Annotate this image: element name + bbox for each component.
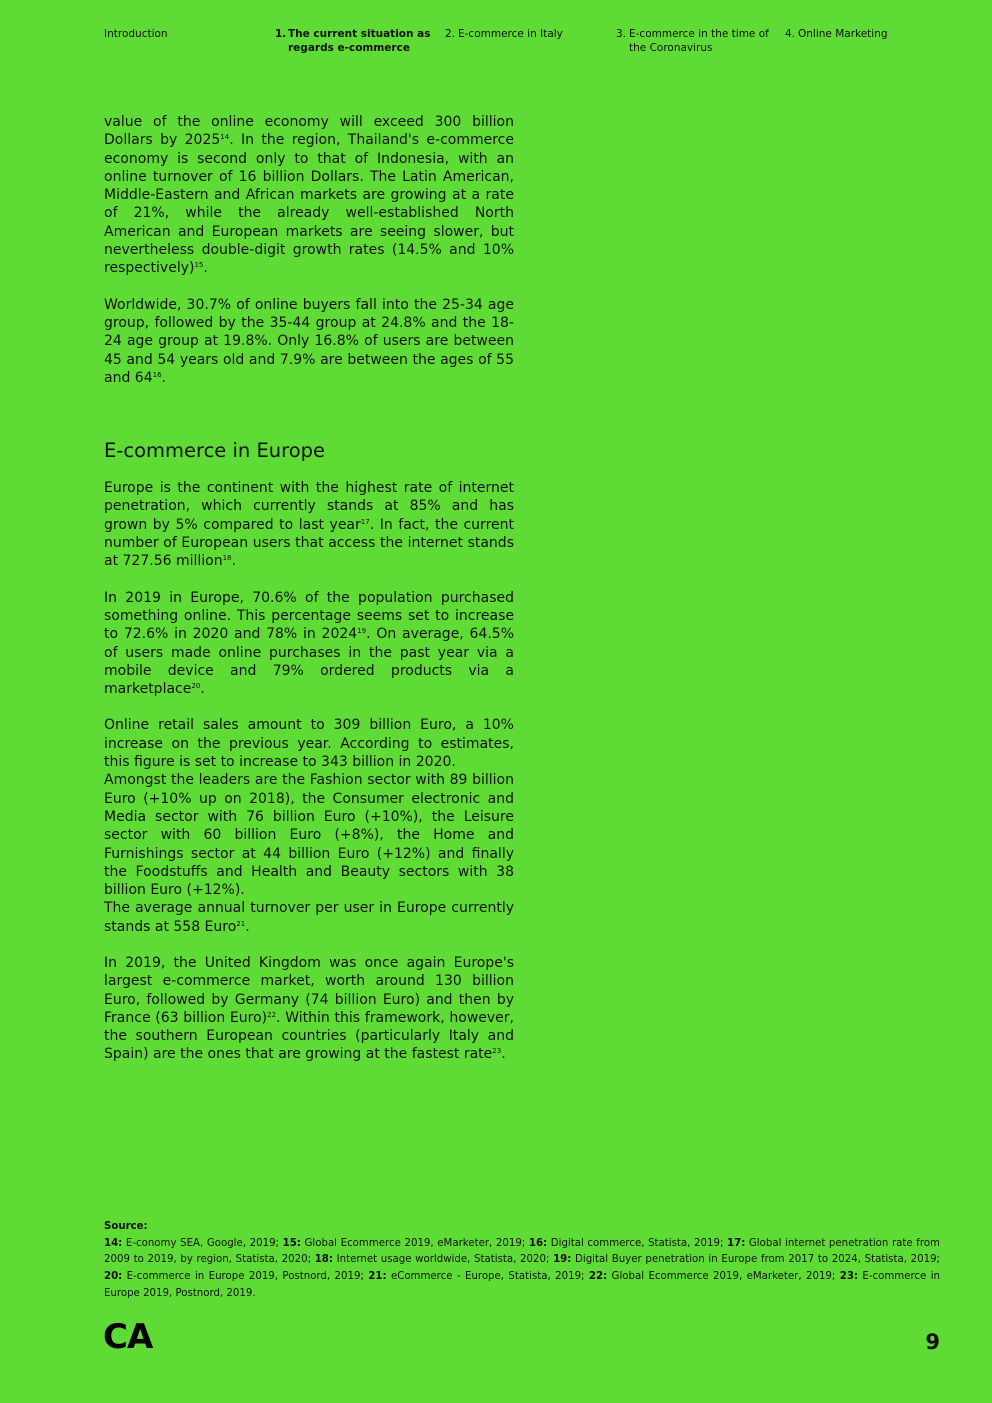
source-entry bbox=[104, 1271, 368, 1282]
footnote-ref[interactable]: 14 bbox=[220, 133, 230, 142]
main-content bbox=[104, 113, 514, 1082]
source-text: Global internet penetration rate from 2009 to 2019, by region, Statista, 2020; bbox=[104, 1237, 940, 1266]
section-heading: E-commerce in Europe bbox=[104, 439, 326, 463]
source-entry bbox=[553, 1254, 940, 1265]
paragraph: Amongst the leaders are the Fashion sector with 89 billion Euro (+10% up on 2018), the Consumer electronic and Media sector with 76 billion Euro (+10%), the Leisure sector with 60 billion Euro (+8%), the Home and Furnishings sector at 44 billion Euro (+12%) and finally the Foodstuffs and Health and Beauty sectors with 38 billion Euro (+12%). bbox=[104, 772, 514, 899]
paragraph-text: . On average, 64.5% of users made online purchases in the past year via a mobile device and 79% ordered products via a marketplace bbox=[104, 626, 515, 698]
paragraph-text: . Within this framework, however, the southern European countries (particularly Italy and Spain) are the ones that are growing at the fastest rate bbox=[104, 1009, 514, 1063]
nav-item-number: 3. bbox=[616, 28, 627, 40]
nav-item-ecommerce-italy[interactable] bbox=[445, 27, 563, 41]
source-entry bbox=[283, 1238, 529, 1249]
paragraph-text: In 2019, the United Kingdom was once again Europe's largest e-commerce market, worth around 130 billion Euro, followed by Germany (74 billion Euro) and then by France (63 billion Euro) bbox=[104, 954, 514, 1026]
source-text: E-commerce in Europe 2019, Postnord, 2019. bbox=[104, 1271, 940, 1299]
source-text: Global Ecommerce 2019, eMarketer, 2019; bbox=[607, 1271, 840, 1283]
paragraph-text: . bbox=[200, 681, 205, 698]
source-number: 18: bbox=[314, 1254, 333, 1266]
source-entry bbox=[589, 1271, 840, 1282]
footnote-ref[interactable]: 22 bbox=[267, 1010, 277, 1019]
footnote-ref[interactable]: 20 bbox=[191, 682, 201, 691]
ca-logo: CA bbox=[103, 1317, 153, 1357]
paragraph-text: . bbox=[203, 260, 208, 277]
paragraph bbox=[104, 113, 514, 278]
paragraph-text: . bbox=[231, 553, 236, 570]
source-text: E-commerce in Europe 2019, Postnord, 2019; bbox=[122, 1271, 369, 1283]
footnote-ref[interactable]: 21 bbox=[236, 919, 246, 928]
source-number: 23: bbox=[839, 1271, 859, 1283]
nav-item-label-line2: regards e-commerce bbox=[288, 42, 410, 54]
paragraph-text: . bbox=[245, 918, 250, 935]
nav-item-label: Online Marketing bbox=[798, 28, 888, 40]
source-text: eCommerce - Europe, Statista, 2019; bbox=[386, 1271, 589, 1283]
paragraph-text: . In fact, the current number of European users that access the internet stands at 727.56 million bbox=[104, 516, 514, 570]
sources-title: Source: bbox=[104, 1221, 148, 1232]
source-entry bbox=[315, 1254, 553, 1265]
source-text: Digital commerce, Statista, 2019; bbox=[547, 1237, 728, 1249]
nav-item-number: 4. bbox=[785, 28, 796, 40]
paragraph-text: In 2019 in Europe, 70.6% of the population purchased something online. This percentage seems set to increase to 72.6% in 2020 and 78% in 2024 bbox=[104, 589, 514, 643]
source-entry bbox=[368, 1271, 589, 1282]
nav-item-number: 2. bbox=[445, 28, 456, 40]
source-entry bbox=[529, 1238, 727, 1249]
nav-item-label: The current situation as bbox=[288, 28, 431, 40]
source-number: 21: bbox=[368, 1271, 387, 1283]
source-number: 17: bbox=[727, 1237, 746, 1249]
source-text: Internet usage worldwide, Statista, 2020; bbox=[332, 1254, 554, 1266]
nav-item-number: 1. bbox=[275, 28, 287, 40]
paragraph bbox=[104, 899, 514, 936]
footnote-ref[interactable]: 23 bbox=[492, 1047, 502, 1056]
source-text: Global Ecommerce 2019, eMarketer, 2019; bbox=[300, 1237, 529, 1249]
nav-item-online-marketing[interactable] bbox=[785, 27, 888, 41]
page-number: 9 bbox=[925, 1330, 940, 1354]
source-text: E-conomy SEA, Google, 2019; bbox=[122, 1237, 283, 1249]
paragraph bbox=[104, 479, 514, 570]
paragraph-text: . bbox=[501, 1046, 506, 1063]
paragraph-text: value of the online economy will exceed 300 billion Dollars by 2025 bbox=[104, 114, 514, 149]
paragraph-text: Europe is the continent with the highest rate of internet penetration, which currently stands at 85% and has grown by 5% compared to last year bbox=[104, 480, 514, 533]
paragraph bbox=[104, 589, 514, 699]
footnote-ref[interactable]: 15 bbox=[194, 261, 204, 270]
source-number: 16: bbox=[528, 1237, 548, 1249]
nav-item-label-line2: the Coronavirus bbox=[629, 42, 713, 54]
section-nav bbox=[0, 27, 992, 61]
paragraph bbox=[104, 954, 514, 1064]
source-text: Digital Buyer penetration in Europe from 2017 to 2024, Statista, 2019; bbox=[571, 1254, 940, 1266]
source-number: 14: bbox=[104, 1237, 123, 1249]
footnote-ref[interactable]: 18 bbox=[222, 554, 232, 563]
source-number: 20: bbox=[104, 1271, 123, 1283]
source-entry bbox=[104, 1238, 283, 1249]
paragraph-text: . In the region, Thailand's e-commerce economy is second only to that of Indonesia, with an online turnover of 16 billion Dollars. The Latin American, Middle-Eastern and African markets are growing at a rate of 21%, while the already well-established North American and European markets are seeing slower, but nevertheless double-digit growth rates (14.5% and 10% respectively) bbox=[104, 132, 514, 277]
nav-item-introduction[interactable] bbox=[104, 27, 168, 41]
footnote-ref[interactable]: 16 bbox=[152, 370, 162, 379]
source-number: 22: bbox=[588, 1271, 608, 1283]
paragraph-text: . bbox=[161, 369, 166, 386]
nav-item-current-situation[interactable] bbox=[275, 27, 430, 55]
nav-item-ecommerce-coronavirus[interactable] bbox=[616, 27, 769, 55]
sources-footnotes bbox=[104, 1219, 940, 1303]
source-number: 15: bbox=[282, 1237, 301, 1249]
paragraph bbox=[104, 296, 514, 387]
nav-item-label: E-commerce in Italy bbox=[458, 28, 563, 40]
nav-item-label: Introduction bbox=[104, 28, 168, 40]
paragraph-text: Worldwide, 30.7% of online buyers fall into the 25-34 age group, followed by the 35-44 group at 24.8% and the 18-24 age group at 19.8%. Only 16.8% of users are between 45 and 54 years old and 7.9% are between the ages of 55 and 64 bbox=[104, 296, 514, 386]
paragraph-text: The average annual turnover per user in Europe currently stands at 558 Euro bbox=[104, 900, 514, 935]
paragraph: Online retail sales amount to 309 billion Euro, a 10% increase on the previous year. According to estimates, this figure is set to increase to 343 billion in 2020. bbox=[104, 717, 514, 771]
nav-item-label: E-commerce in the time of bbox=[629, 28, 769, 40]
source-number: 19: bbox=[553, 1254, 572, 1266]
footnote-ref[interactable]: 19 bbox=[357, 627, 367, 636]
footnote-ref[interactable]: 17 bbox=[360, 517, 370, 526]
